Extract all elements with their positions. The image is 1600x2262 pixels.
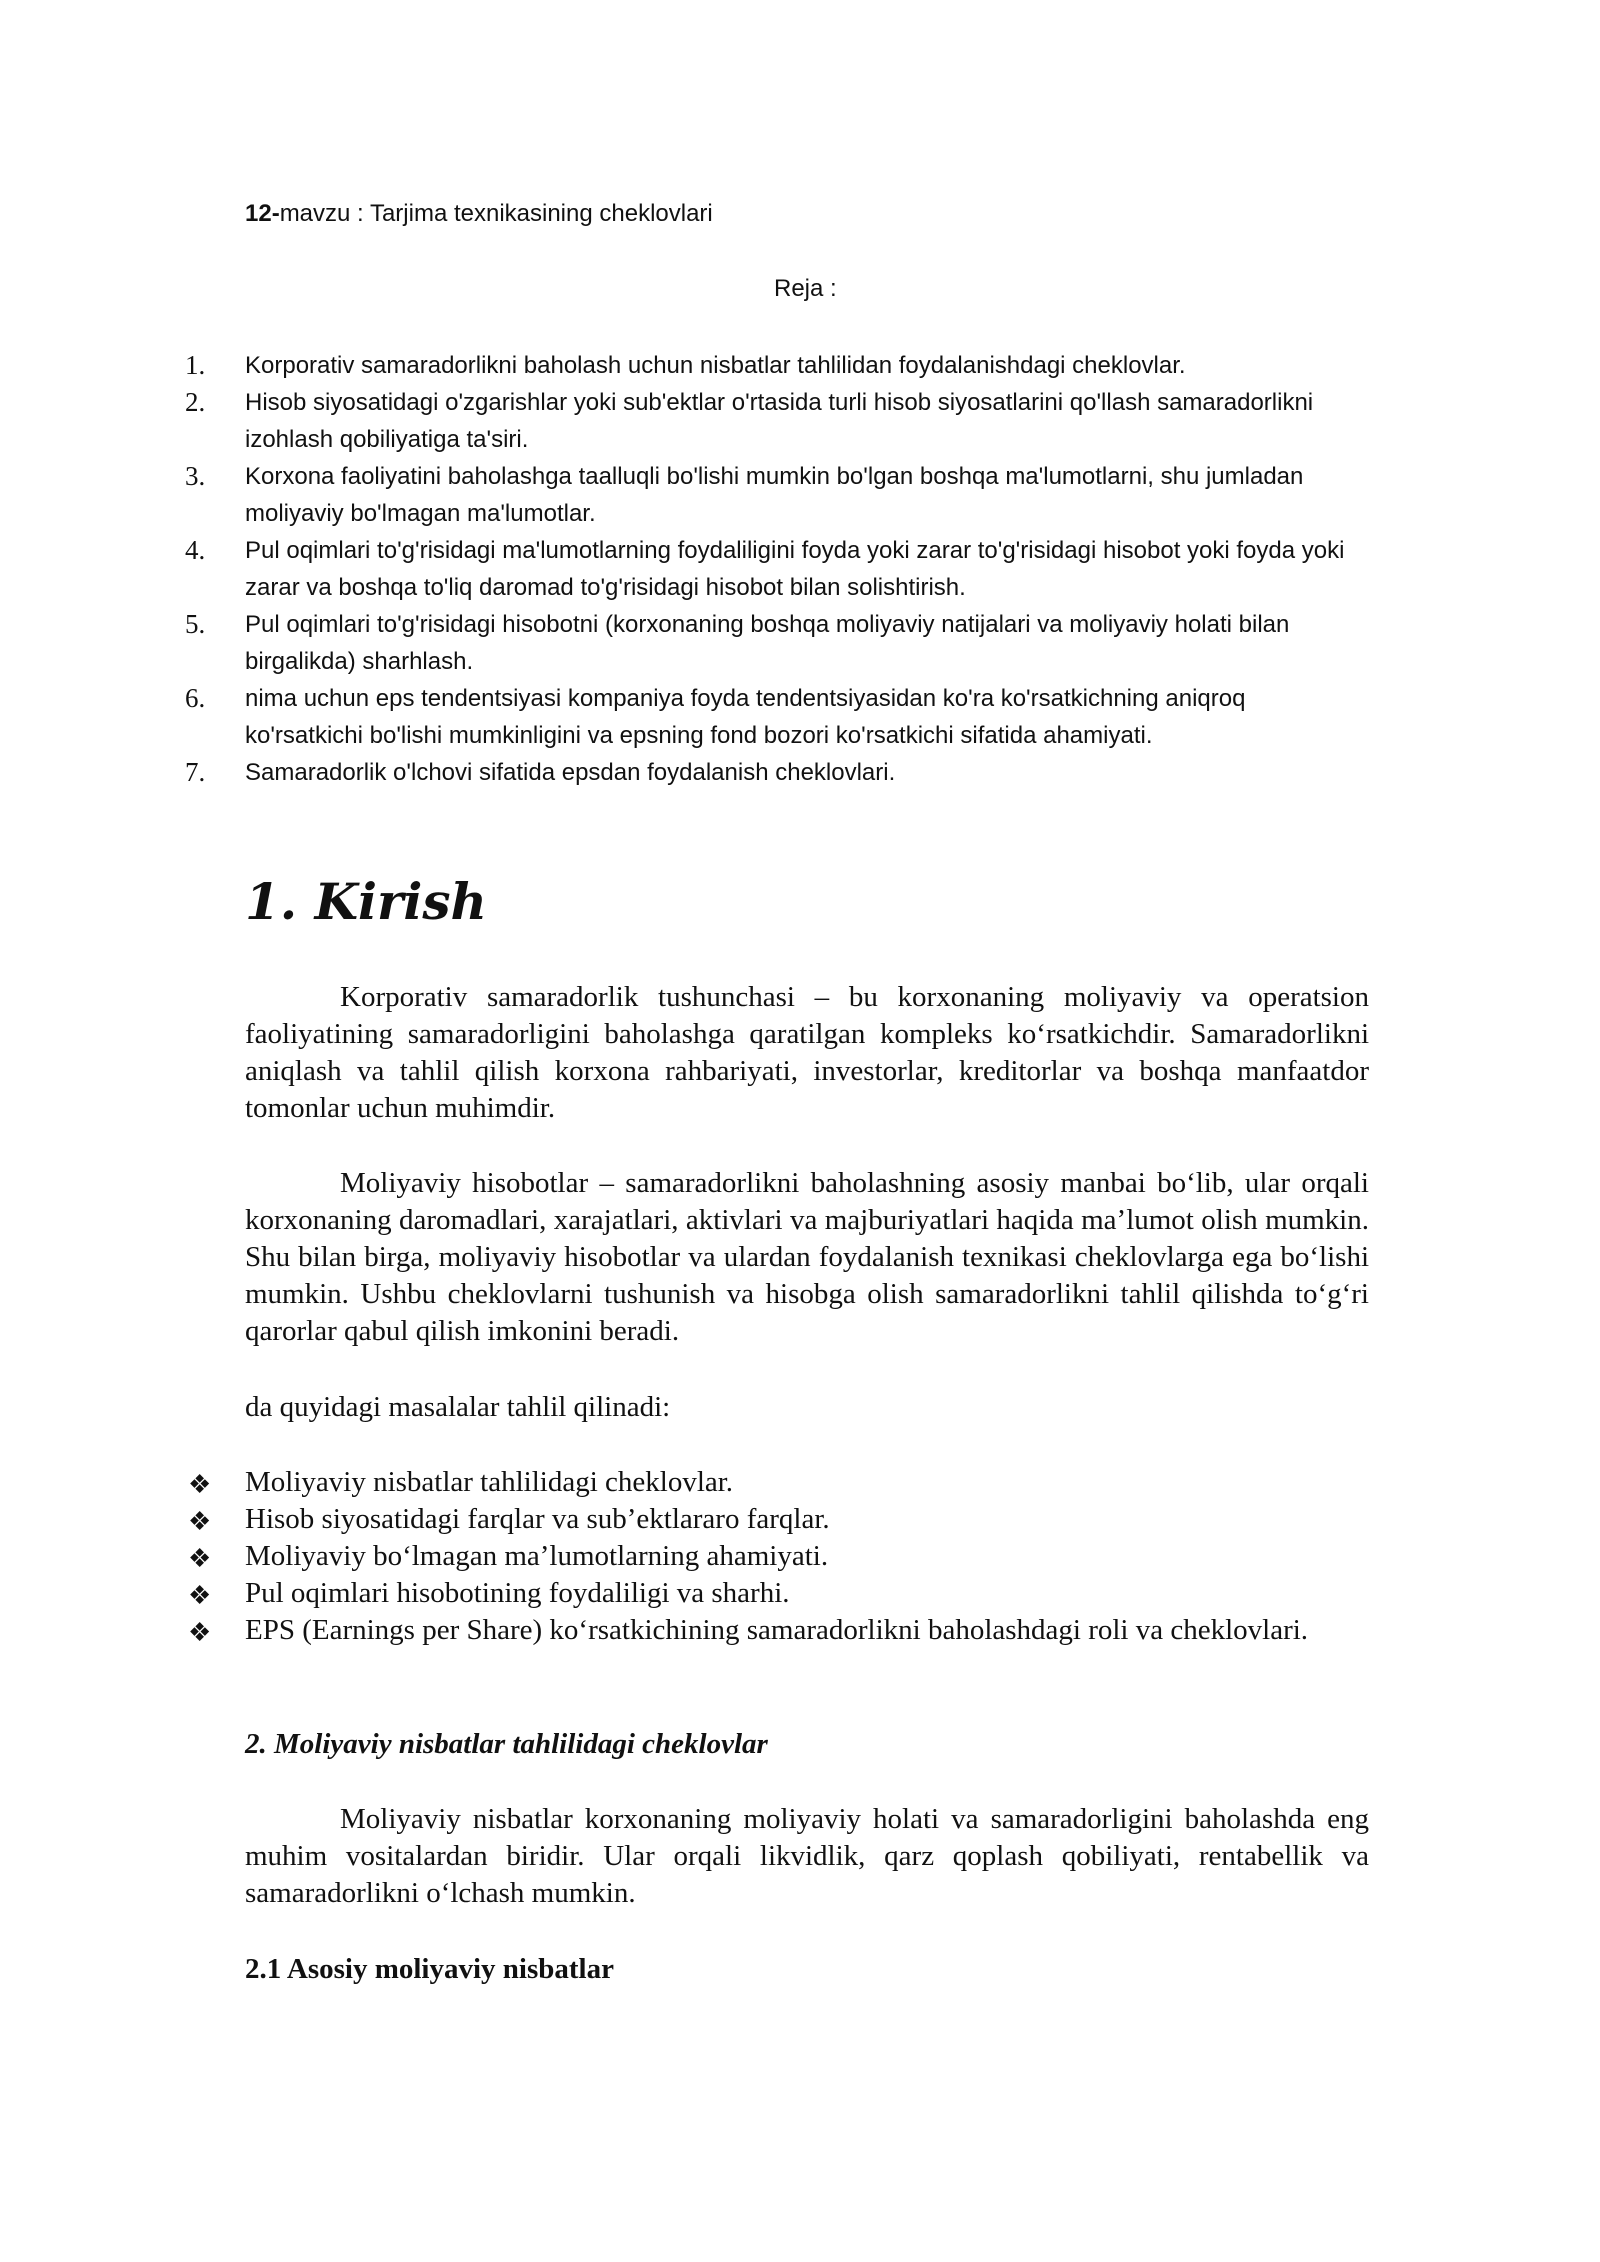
plan-item: [0, 680, 1360, 754]
plan-item-number: 2.: [185, 387, 206, 417]
plan-item: [0, 347, 1360, 384]
list-item: [0, 1612, 1369, 1649]
plan-item-number: 1.: [185, 350, 206, 380]
list-item: [0, 1538, 1369, 1575]
plan-item-number: 4.: [185, 535, 206, 565]
plan-item: [0, 606, 1360, 680]
topic-number: 12-: [245, 200, 280, 227]
list-item-text: Hisob siyosatidagi farqlar va sub’ektlararo farqlar.: [245, 1503, 830, 1535]
plan-list: [0, 347, 1600, 791]
list-item: [0, 1464, 1369, 1501]
diamond-bullet-icon: ❖: [188, 1507, 212, 1536]
plan-item-number: 3.: [185, 461, 206, 491]
plan-item-text: Samaradorlik o'lchovi sifatida epsdan foydalanish cheklovlari.: [245, 759, 896, 786]
diamond-bullet-icon: ❖: [188, 1581, 212, 1610]
list-item: [0, 1501, 1369, 1538]
issues-list: [0, 1464, 1600, 1649]
list-item-text: Moliyaviy nisbatlar tahlilidagi cheklovlar.: [245, 1466, 734, 1498]
diamond-bullet-icon: ❖: [188, 1618, 212, 1647]
plan-item-text: Korporativ samaradorlikni baholash uchun nisbatlar tahlilidan foydalanishdagi cheklovlar.: [245, 352, 1186, 379]
plan-label: Reja :: [774, 275, 837, 302]
plan-item: [0, 384, 1360, 458]
plan-item: [0, 458, 1360, 532]
subsection-2-1-title: 2.1 Asosiy moliyaviy nisbatlar: [245, 1953, 614, 1985]
section-1-title: 1. Kirish: [245, 872, 487, 931]
list-item-text: Pul oqimlari hisobotining foydaliligi va sharhi.: [245, 1577, 790, 1609]
plan-item-text: Pul oqimlari to'g'risidagi hisobotni (korxonaning boshqa moliyaviy natijalari va moliyaviy holati bilan birgalikda) sharhlash.: [245, 611, 1290, 675]
plan-item-text: Hisob siyosatidagi o'zgarishlar yoki sub'ektlar o'rtasida turli hisob siyosatlarini qo'llash samaradorlikni izohlash qobiliyatiga ta'siri.: [245, 389, 1314, 453]
intro-paragraph-2: Moliyaviy hisobotlar – samaradorlikni baholashning asosiy manbai bo‘lib, ular orqali korxonaning daromadlari, xarajatlari, aktivlari va majburiyatlari haqida ma’lumot olish mumkin. Shu bilan birga, moliyaviy hisobotlar va ulardan foydalanish texnikasi cheklovlarga ega bo‘lishi mumkin. Ushbu cheklovlarni tushunish va hisobga olish samaradorlikni tahlil qilishda to‘g‘ri qarorlar qabul qilish imkonini beradi.: [245, 1167, 1369, 1347]
plan-item-text: nima uchun eps tendentsiyasi kompaniya foyda tendentsiyasidan ko'ra ko'rsatkichning aniqroq ko'rsatkichi bo'lishi mumkinligini va epsning fond bozori ko'rsatkichi sifatida ahamiyati.: [245, 685, 1246, 749]
list-item: [0, 1575, 1369, 1612]
plan-item-text: Pul oqimlari to'g'risidagi ma'lumotlarning foydaliligini foyda yoki zarar to'g'risidagi hisobot yoki foyda yoki zarar va boshqa to'liq daromad to'g'risidagi hisobot bilan solishtirish.: [245, 537, 1345, 601]
issues-lead: da quyidagi masalalar tahlil qilinadi:: [245, 1391, 671, 1423]
section-2-title: 2. Moliyaviy nisbatlar tahlilidagi cheklovlar: [245, 1728, 768, 1760]
topic-heading: [245, 196, 713, 232]
intro-paragraph-1: Korporativ samaradorlik tushunchasi – bu korxonaning moliyaviy va operatsion faoliyatining samaradorligini baholashga qaratilgan kompleks ko‘rsatkichdir. Samaradorlikni aniqlash va tahlil qilish korxona rahbariyati, investorlar, kreditorlar va boshqa manfaatdor tomonlar uchun muhimdir.: [245, 981, 1369, 1124]
plan-item-number: 6.: [185, 683, 206, 713]
list-item-text: EPS (Earnings per Share) ko‘rsatkichining samaradorlikni baholashdagi roli va cheklovlari.: [245, 1614, 1309, 1646]
list-item-text: Moliyaviy bo‘lmagan ma’lumotlarning ahamiyati.: [245, 1540, 829, 1572]
section-2-paragraph: Moliyaviy nisbatlar korxonaning moliyaviy holati va samaradorligini baholashda eng muhim vositalardan biridir. Ular orqali likvidlik, qarz qoplash qobiliyati, rentabellik va samaradorlikni o‘lchash mumkin.: [245, 1803, 1369, 1909]
topic-text: mavzu : Tarjima texnikasining cheklovlari: [279, 200, 713, 227]
plan-item: [0, 532, 1360, 606]
diamond-bullet-icon: ❖: [188, 1544, 212, 1573]
diamond-bullet-icon: ❖: [188, 1470, 212, 1499]
plan-item-text: Korxona faoliyatini baholashga taalluqli bo'lishi mumkin bo'lgan boshqa ma'lumotlarni, shu jumladan moliyaviy bo'lmagan ma'lumotlar.: [245, 463, 1304, 527]
plan-item-number: 7.: [185, 757, 206, 787]
plan-item-number: 5.: [185, 609, 206, 639]
plan-item: [0, 754, 1360, 791]
